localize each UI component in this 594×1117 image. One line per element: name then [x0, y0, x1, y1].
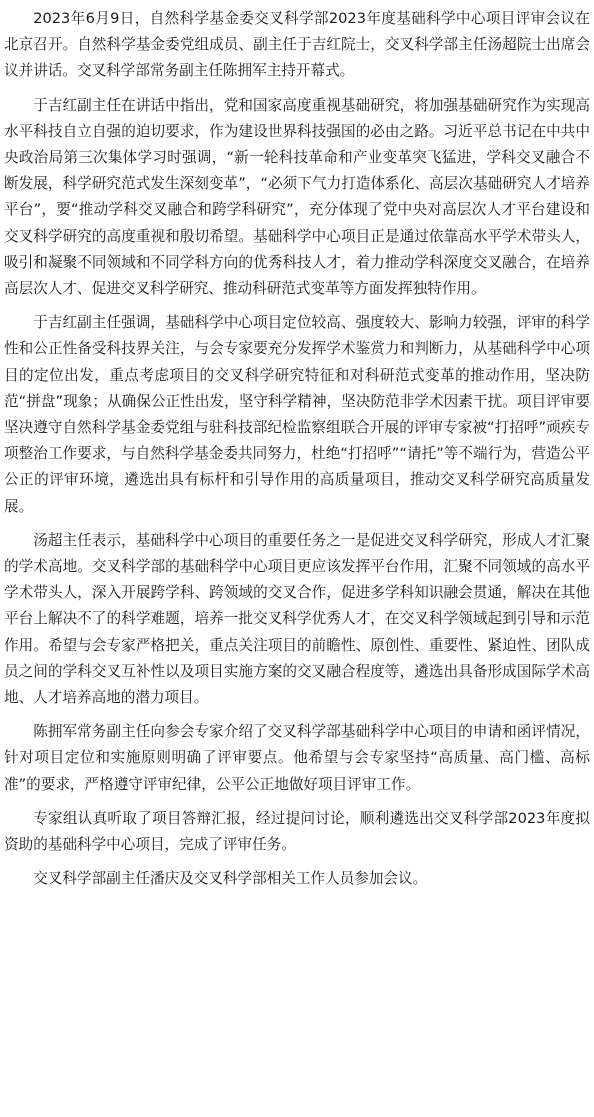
paragraph-meeting-intro: 2023年6月9日，自然科学基金委交叉科学部2023年度基础科学中心项目评审会议在北京召开。自然科学基金委党组成员、副主任于吉红院士，交叉科学部主任汤超院士出席会议并讲话。交叉科学部常务副主任陈拥军主持开幕式。: [4, 10, 590, 80]
paragraph-yu-emphasis: 于吉红副主任强调，基础科学中心项目定位较高、强度较大、影响力较强，评审的科学性和公正性备受科技界关注，与会专家要充分发挥学术鉴赏力和判断力，从基础科学中心项目的定位出发，重点考虑项目的交叉科学研究特征和对科研范式变革的推动作用，坚决防范“拼盘”现象；从确保公正性出发，坚守科学精神，坚决防范非学术因素干扰。项目评审要坚决遵守自然科学基金委党组与驻科技部纪检监察组联合开展的评审专家被“打招呼”顽疾专项整治工作要求，与自然科学基金委共同努力，杜绝“打招呼”“请托”等不端行为，营造公平公正的评审环境，遴选出具有标杆和引导作用的高质量项目，推动交叉科学研究高质量发展。: [4, 314, 590, 515]
paragraph-attendees: 交叉科学部副主任潘庆及交叉科学部相关工作人员参加会议。: [33, 870, 428, 888]
paragraph-yu-speech: 于吉红副主任在讲话中指出，党和国家高度重视基础研究，将加强基础研究作为实现高水平科技自立自强的迫切要求，作为建设世界科技强国的必由之路。习近平总书记在中共中央政治局第三次集体学习时强调，“新一轮科技革命和产业变革突飞猛进，学科交叉融合不断发展，科学研究范式发生深刻变革”，“必须下气力打造体系化、高层次基础研究人才培养平台”，要“推动学科交叉融合和跨学科研究”，充分体现了党中央对高层次人才平台建设和交叉科学研究的高度重视和殷切希望。基础科学中心项目正是通过依靠高水平学术带头人，吸引和凝聚不同领域和不同学科方向的优秀科技人才，着力推动学科深度交叉融合，在培养高层次人才、促进交叉科学研究、推动科研范式变革等方面发挥独特作用。: [4, 96, 590, 298]
paragraph-chen-briefing: 陈拥军常务副主任向参会专家介绍了交叉科学部基础科学中心项目的申请和函评情况，针对项目定位和实施原则明确了评审要点。他希望与会专家坚持“高质量、高门槛、高标准”的要求，严格遵守评审纪律，公平公正地做好项目评审工作。: [4, 723, 590, 793]
paragraph-review-result: 专家组认真听取了项目答辩汇报，经过提问讨论，顺利遴选出交叉科学部2023年度拟资助的基础科学中心项目，完成了评审任务。: [4, 809, 590, 854]
paragraph-tang-remarks: 汤超主任表示，基础科学中心项目的重要任务之一是促进交叉科学研究，形成人才汇聚的学术高地。交叉科学部的基础科学中心项目更应该发挥平台作用，汇聚不同领域的高水平学术带头人，深入开展跨学科、跨领域的交叉合作，促进多学科知识融会贯通，解决在其他平台上解决不了的科学难题，培养一批交叉科学优秀人才，在交叉科学领域起到引导和示范作用。希望与会专家严格把关，重点关注项目的前瞻性、原创性、重要性、紧迫性、团队成员之间的学科交叉互补性以及项目实施方案的交叉融合程度等，遴选出具备形成国际学术高地、人才培养高地的潜力项目。: [4, 531, 590, 707]
